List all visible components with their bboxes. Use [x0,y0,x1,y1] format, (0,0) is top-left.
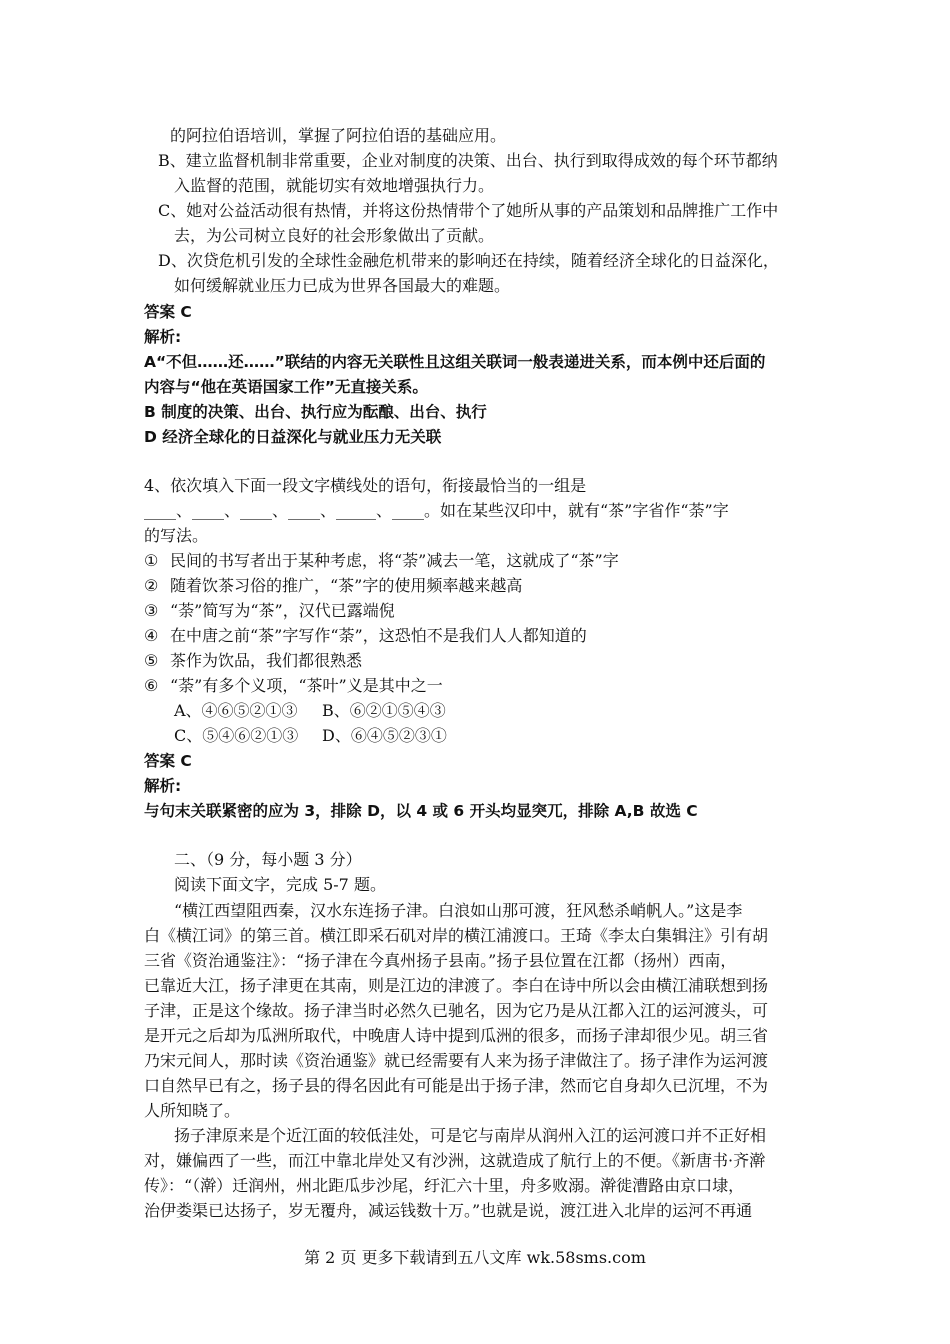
q3-option-a-cont: 的阿拉伯语培训，掌握了阿拉伯语的基础应用。 [170,126,507,145]
q3-option-d: D、次贷危机引发的全球性金融危机带来的影响还在持续，随着经济全球化的日益深化， [158,251,779,270]
q4-blanks-line-2: 的写法。 [144,526,209,545]
passage-p1-line8: 口自然早已有之，扬子县的得名因此有可能是出于扬子津，然而它自身却久已沉埋，不为 [144,1076,769,1095]
q3-option-b: B、建立监督机制非常重要，企业对制度的决策、出台、执行到取得成效的每个环节都纳 [158,151,778,170]
q4-item-4-mark: ④ [144,626,159,645]
passage-p1-line9: 人所知晓了。 [144,1101,241,1120]
passage-p1-line3: 三省《资治通鉴注》：“扬子津在今真州扬子县南。”扬子县位置在江都（扬州）西南， [144,951,737,970]
q4-item-6-text: “荼”有多个义项，“茶叶”义是其中之一 [170,676,443,695]
q4-choice-a: A、④⑥⑤②①③ [174,701,298,720]
q4-item-5 [144,650,362,672]
q3-option-b-cont: 入监督的范围，就能切实有效地增强执行力。 [174,176,495,195]
q3-analysis-a2: 内容与“他在英语国家工作”无直接关系。 [144,378,428,396]
section2-heading: 二、（9 分，每小题 3 分） [174,850,362,869]
passage-p1-line7: 乃宋元间人，那时读《资治通鉴》就已经需要有人来为扬子津做注了。扬子津作为运河渡 [144,1051,769,1070]
q4-answer: 答案 C [144,752,192,770]
page-footer: 第 2 页 更多下载请到五八文库 wk.58sms.com [304,1248,646,1267]
q4-item-2-mark: ② [144,576,159,595]
q4-item-6-mark: ⑥ [144,676,159,695]
passage-p2-line2: 对，嫌偏西了一些，而江中靠北岸处又有沙洲，这就造成了航行上的不便。《新唐书·齐澣 [144,1151,766,1170]
passage-p2-line4: 治伊娄渠已达扬子，岁无覆舟，减运钱数十万。”也就是说，渡江进入北岸的运河不再通 [144,1201,753,1220]
q4-item-5-text: 茶作为饮品，我们都很熟悉 [170,651,363,670]
q4-item-6 [144,675,443,697]
passage-p1-line2: 白《横江词》的第三首。横江即采石矶对岸的横江浦渡口。王琦《李太白集辑注》引有胡 [144,926,769,945]
q4-choice-c: C、⑤④⑥②①③ [174,726,299,745]
q4-item-2 [144,575,522,597]
q4-item-1 [144,550,619,572]
q3-analysis-b: B 制度的决策、出台、执行应为酝酿、出台、执行 [144,403,487,421]
q4-item-1-mark: ① [144,551,159,570]
q3-analysis-label: 解析: [144,328,182,346]
q4-item-1-text: 民间的书写者出于某种考虑，将“荼”减去一笔，这就成了“茶”字 [170,551,619,570]
q4-choice-d: D、⑥④⑤②③① [322,726,447,745]
q4-item-2-text: 随着饮茶习俗的推广，“茶”字的使用频率越来越高 [170,576,523,595]
q4-stem: 4、依次填入下面一段文字横线处的语句，衔接最恰当的一组是 [144,476,587,495]
q4-analysis-label: 解析: [144,777,182,795]
q4-blanks-line: ____、____、____、____、_____、____。如在某些汉印中，就有“茶”字省作“荼”字 [144,501,729,520]
q3-analysis-d: D 经济全球化的日益深化与就业压力无关联 [144,428,442,446]
section2-instruction: 阅读下面文字，完成 5-7 题。 [174,875,386,894]
q3-option-c-cont: 去，为公司树立良好的社会形象做出了贡献。 [174,226,495,245]
q4-item-3-mark: ③ [144,601,159,620]
passage-p2-line1: 扬子津原来是个近江面的较低洼处，可是它与南岸从润州入江的运河渡口并不正好相 [174,1126,767,1145]
passage-p1-line5: 子津，正是这个缘故。扬子津当时必然久已驰名，因为它乃是从江都入江的运河渡头，可 [144,1001,769,1020]
q4-item-3-text: “荼”简写为“茶”，汉代已露端倪 [170,601,395,620]
q4-item-4-text: 在中唐之前“茶”字写作“荼”，这恐怕不是我们人人都知道的 [170,626,587,645]
passage-p1-line1: “横江西望阻西秦，汉水东连扬子津。白浪如山那可渡，狂风愁杀峭帆人。”这是李 [174,901,743,920]
q3-analysis-a1: A“不但……还……”联结的内容无关联性且这组关联词一般表递进关系，而本例中还后面的 [144,353,766,371]
q3-option-d-cont: 如何缓解就业压力已成为世界各国最大的难题。 [174,276,511,295]
passage-p2-line3: 传》：“（澣）迁润州，州北距瓜步沙尾，纡汇六十里，舟多败溺。澣徙漕路由京口埭， [144,1176,745,1195]
q4-item-5-mark: ⑤ [144,651,159,670]
q4-item-3 [144,600,395,622]
passage-p1-line6: 是开元之后却为瓜洲所取代，中晚唐人诗中提到瓜洲的很多，而扬子津却很少见。胡三省 [144,1026,769,1045]
q4-analysis-text: 与句末关联紧密的应为 3，排除 D，以 4 或 6 开头均显突兀，排除 A,B 故选 C [144,802,698,820]
q4-choice-b: B、⑥②①⑤④③ [322,701,446,720]
passage-p1-line4: 已靠近大江，扬子津更在其南，则是江边的津渡了。李白在诗中所以会由横江浦联想到扬 [144,976,769,995]
q3-option-c: C、她对公益活动很有热情，并将这份热情带个了她所从事的产品策划和品牌推广工作中 [158,201,779,220]
q4-item-4 [144,625,587,647]
q3-answer: 答案 C [144,303,192,321]
